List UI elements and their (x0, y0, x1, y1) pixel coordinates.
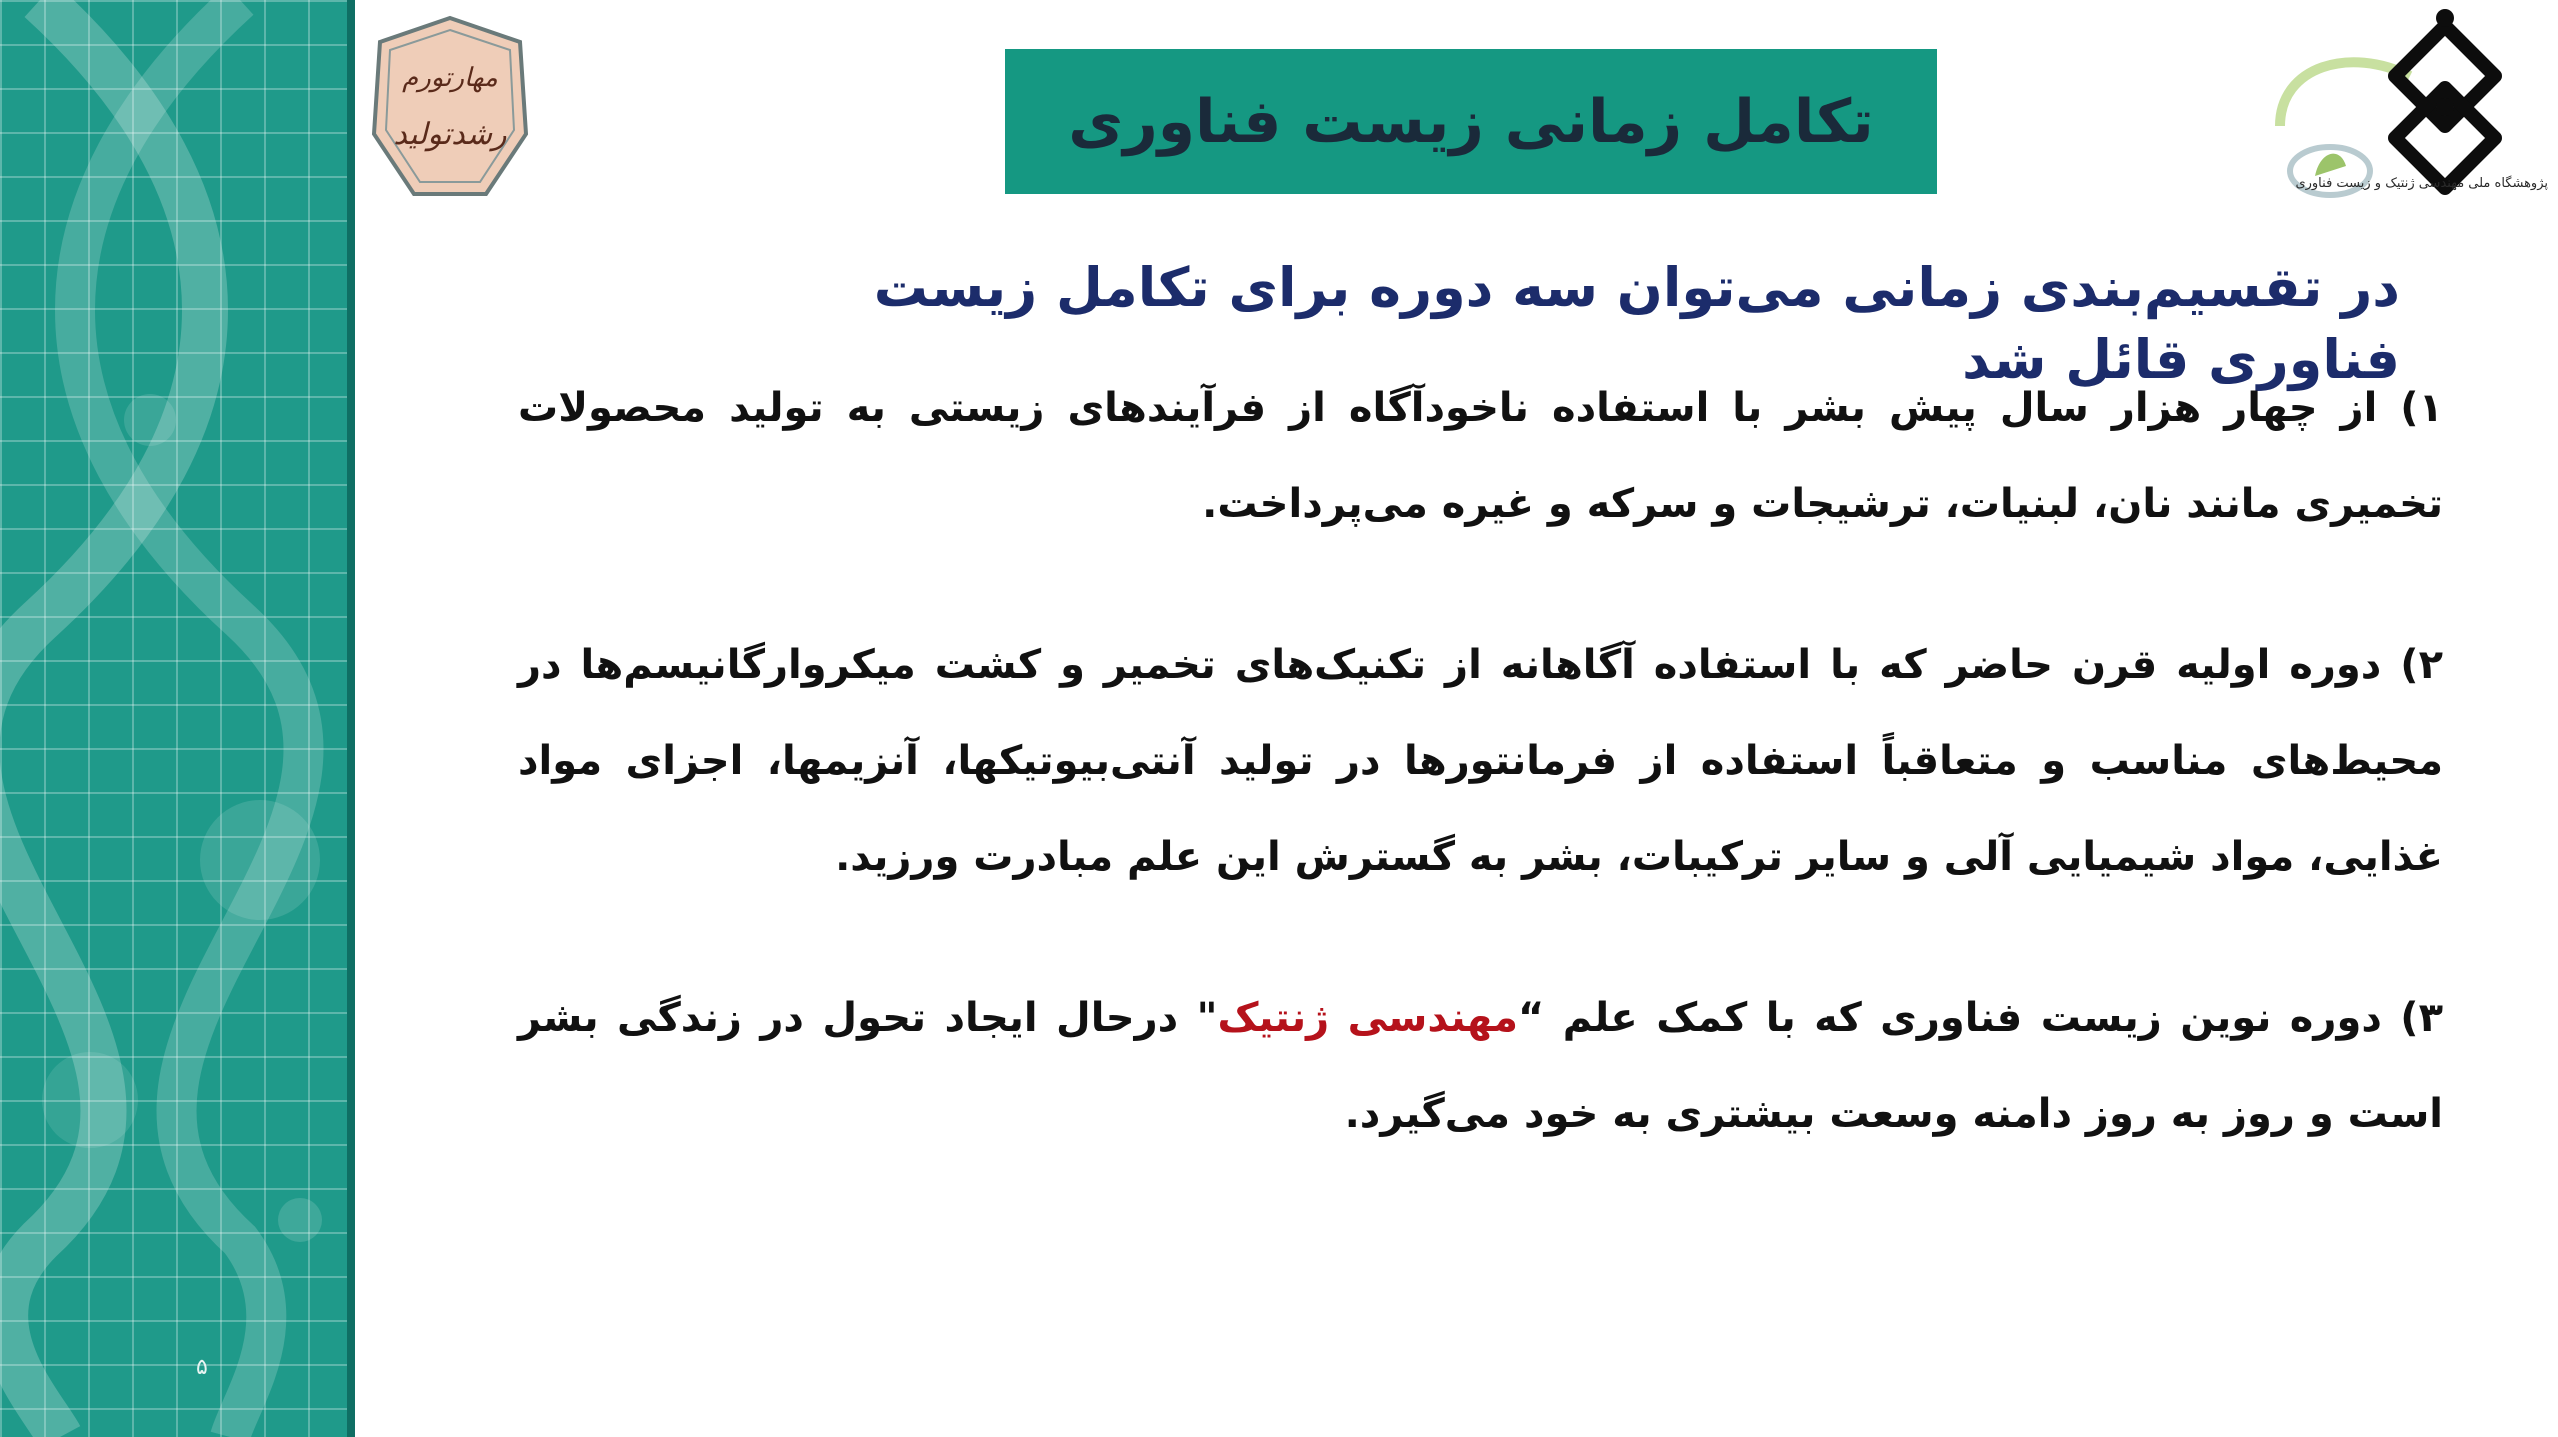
slide-number: ۵ (196, 1355, 208, 1380)
period-2-paragraph: ۲) دوره اولیه قرن حاضر که با استفاده آگاهانه از تکنیک‌های تخمیر و کشت میکروارگانیسم‌ها در محیط‌های مناسب و متعاقباً استفاده از فرمانتورها در تولید آنتی‌بیوتیکها، آنزیمها، اجزای مواد غذایی، مواد شیمیایی آلی و سایر ترکیبات، بشر به گسترش این علم مبادرت ورزید. (518, 642, 2443, 880)
svg-text:مهارتورم: مهارتورم (402, 63, 498, 93)
institute-logo (2240, 6, 2540, 246)
period-3-text-before: ۳) دوره نوین زیست فناوری که با کمک علم “ (1517, 995, 2443, 1041)
decorative-dna-band (0, 0, 355, 1437)
period-1-paragraph: ۱) از چهار هزار سال پیش بشر با استفاده ناخودآگاه از فرآیندهای زیستی به تولید محصولات تخمیری مانند نان، لبنیات، ترشیجات و سرکه و غیره می‌پرداخت. (518, 385, 2443, 527)
period-3-paragraph (518, 970, 2443, 1162)
title-box (1005, 49, 1937, 194)
period-3-text-after: " درحال ایجاد تحول در زندگی بشر است و روز به روز دامنه وسعت بیشتری به خود می‌گیرد. (518, 995, 2443, 1137)
slide-title: تکامل زمانی زیست فناوری (1068, 86, 1874, 157)
event-logo (370, 14, 530, 204)
institute-name: پژوهشگاه ملی مهندسی ژنتیک و زیست فناوری (2295, 176, 2548, 191)
dna-helix-graphic (0, 0, 355, 1437)
slide-subtitle: در تقسیم‌بندی زمانی می‌توان سه دوره برای تکامل زیست فناوری قائل شد (873, 256, 2400, 391)
genetic-engineering-term: مهندسی ژنتیک (1217, 995, 1518, 1041)
svg-text:رشدتولید: رشدتولید (393, 117, 507, 152)
